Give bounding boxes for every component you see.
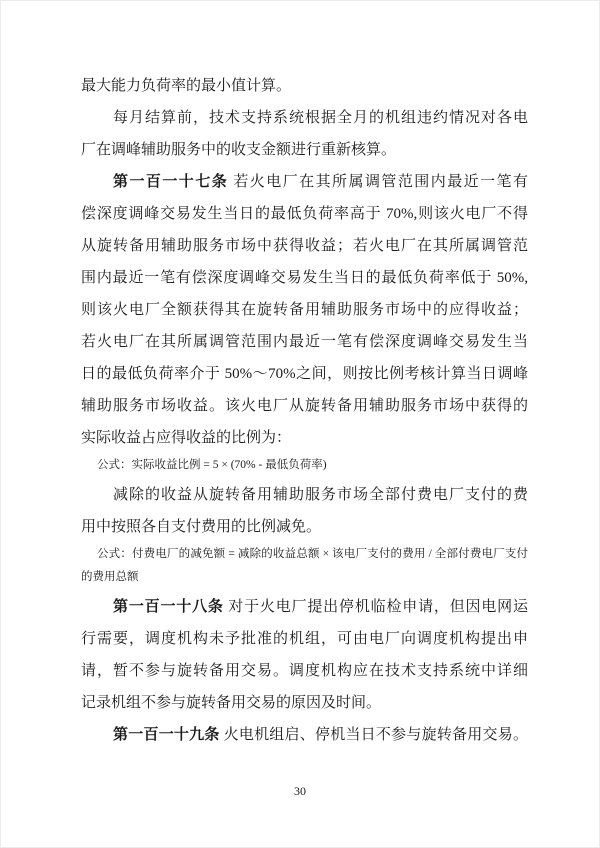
formula-line: 的费用总额 — [81, 571, 139, 583]
page-number: 30 — [294, 784, 306, 798]
text-line: 实际收益占应得收益的比例为： — [81, 430, 292, 446]
text-line: 用中按照各自支付费用的比例减免。 — [81, 519, 322, 535]
formula-line: 公式：付费电厂的减免额 = 减除的收益总额 × 该电厂支付的费用 / 全部付费电厂支付 — [97, 548, 528, 560]
text-line: 行需要，调度机构未予批准的机组，可由电厂向调度机构提出申 — [81, 631, 528, 647]
article-number: 第一百一十七条 — [113, 174, 229, 190]
text-line: 则该火电厂全额获得其在旋转备用辅助服务市场中的应得收益； — [81, 302, 528, 318]
article-number: 第一百一十九条 — [113, 727, 220, 743]
text-line: 从旋转备用辅助服务市场中获得收益；若火电厂在其所属调管范 — [81, 238, 528, 254]
text-line: 围内最近一笔有偿深度调峰交易发生当日的最低负荷率低于 50%, — [81, 270, 528, 286]
document-body — [81, 70, 528, 751]
text-line: 日的最低负荷率介于 50%～70%之间，则按比例考核计算当日调峰 — [81, 366, 528, 382]
text-line: 记录机组不参与旋转备用交易的原因及时间。 — [81, 695, 382, 711]
article-number: 第一百一十八条 — [113, 599, 224, 615]
text-line: 每月结算前，技术支持系统根据全月的机组违约情况对各电 — [113, 110, 528, 126]
text-line: 偿深度调峰交易发生当日的最低负荷率高于 70%,则该火电厂不得 — [81, 206, 528, 222]
text-line: 辅助服务市场收益。该火电厂从旋转备用辅助服务市场中获得的 — [81, 398, 528, 414]
text-line: 最大能力负荷率的最小值计算。 — [81, 78, 292, 94]
article-heading-line: 第一百一十八条 对于火电厂提出停机临检申请，但因电网运 — [113, 599, 528, 615]
formula-line: 公式：实际收益比例 = 5 × (70% - 最低负荷率) — [97, 459, 327, 471]
article-heading-line: 第一百一十七条 若火电厂在其所属调管范围内最近一笔有 — [113, 174, 528, 190]
text-line: 若火电厂在其所属调管范围内最近一笔有偿深度调峰交易发生当 — [81, 334, 528, 350]
text-line: 厂在调峰辅助服务中的收支金额进行重新核算。 — [81, 142, 397, 158]
article-heading-line: 第一百一十九条 火电机组启、停机当日不参与旋转备用交易。 — [113, 727, 528, 743]
text-line: 减除的收益从旋转备用辅助服务市场全部付费电厂支付的费 — [113, 487, 528, 503]
text-line: 请，暂不参与旋转备用交易。调度机构应在技术支持系统中详细 — [81, 663, 528, 679]
